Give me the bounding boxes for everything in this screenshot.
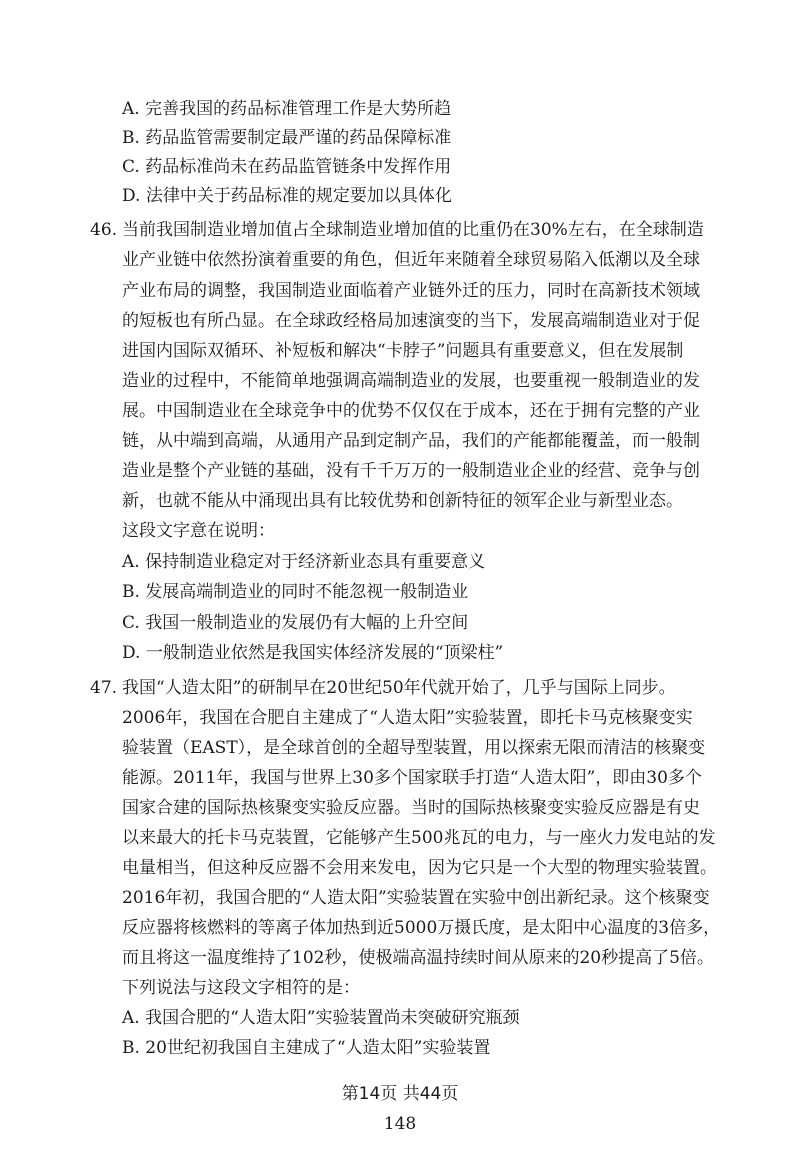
question-46-line: 进国内国际双循环、补短板和解决“卡脖子”问题具有重要意义，但在发展制 [122, 341, 684, 361]
question-47-option-b: B. 20世纪初我国自主建成了“人造太阳”实验装置 [122, 1038, 491, 1058]
question-46-line: 链，从中端到高端，从通用产品到定制产品，我们的产能都能覆盖，而一般制 [122, 431, 700, 451]
question-47-line: 国家合建的国际热核聚变实验反应器。当时的国际热核聚变实验反应器是有史 [122, 798, 700, 818]
question-47-line: 2016年初，我国合肥的“人造太阳”实验装置在实验中创出新纪录。这个核聚变 [122, 888, 710, 908]
question-47-option-a: A. 我国合肥的“人造太阳”实验装置尚未突破研究瓶颈 [122, 1008, 520, 1028]
question-46-number: 46. [90, 220, 118, 240]
question-47-line: 2006年，我国在合肥自主建成了“人造太阳”实验装置，即托卡马克核聚变实 [122, 708, 693, 728]
question-46-line: 造业的过程中，不能简单地强调高端制造业的发展，也要重视一般制造业的发 [122, 371, 700, 391]
question-46-line: 展。中国制造业在全球竞争中的优势不仅仅在于成本，还在于拥有完整的产业 [122, 401, 700, 421]
question-47-line: 能源。2011年，我国与世界上30多个国家联手打造“人造太阳”，即由30多个 [122, 768, 702, 788]
question-46-line: 的短板也有所凸显。在全球政经格局加速演变的当下，发展高端制造业对于促 [122, 311, 700, 331]
prev-option-a: A. 完善我国的药品标准管理工作是大势所趋 [122, 99, 452, 119]
page-indicator: 第14页 共44页 [341, 1084, 459, 1104]
question-46-line: 产业布局的调整，我国制造业面临着产业链外迁的压力，同时在高新技术领域 [122, 281, 700, 301]
question-47-line: 电量相当，但这种反应器不会用来发电，因为它只是一个大型的物理实验装置。 [122, 858, 717, 878]
question-46-line: 业产业链中依然扮演着重要的角色，但近年来随着全球贸易陷入低潮以及全球 [122, 250, 700, 270]
page-number: 148 [383, 1114, 417, 1134]
prev-option-b: B. 药品监管需要制定最严谨的药品保障标准 [122, 128, 452, 148]
prev-option-d: D. 法律中关于药品标准的规定要加以具体化 [122, 186, 452, 206]
question-47-line: 验装置（EAST），是全球首创的全超导型装置，用以探索无限而清洁的核聚变 [122, 738, 706, 758]
question-47-prompt: 下列说法与这段文字相符的是： [122, 978, 360, 998]
question-46-option-a: A. 保持制造业稳定对于经济新业态具有重要意义 [122, 552, 486, 572]
question-46-option-b: B. 发展高端制造业的同时不能忽视一般制造业 [122, 582, 469, 602]
question-47-line: 而且将这一温度维持了102秒，使极端高温持续时间从原来的20秒提高了5倍。 [122, 948, 714, 968]
question-47-line: 反应器将核燃料的等离子体加热到近5000万摄氏度，是太阳中心温度的3倍多， [122, 918, 721, 938]
question-47-line: 我国“人造太阳”的研制早在20世纪50年代就开始了，几乎与国际上同步。 [122, 678, 676, 698]
question-46-line: 当前我国制造业增加值占全球制造业增加值的比重仍在30%左右，在全球制造 [122, 220, 704, 240]
question-47-number: 47. [90, 678, 118, 698]
question-47-line: 以来最大的托卡马克装置，它能够产生500兆瓦的电力，与一座火力发电站的发 [122, 828, 716, 848]
question-46-line: 新，也就不能从中涌现出具有比较优势和创新特征的领军企业与新型业态。 [122, 491, 683, 511]
question-46-line: 造业是整个产业链的基础，没有千千万万的一般制造业企业的经营、竞争与创 [122, 461, 700, 481]
question-46-prompt: 这段文字意在说明： [122, 521, 275, 541]
question-46-option-d: D. 一般制造业依然是我国实体经济发展的“顶梁柱” [122, 643, 504, 663]
prev-option-c: C. 药品标准尚未在药品监管链条中发挥作用 [122, 157, 452, 177]
question-46-option-c: C. 我国一般制造业的发展仍有大幅的上升空间 [122, 613, 469, 633]
